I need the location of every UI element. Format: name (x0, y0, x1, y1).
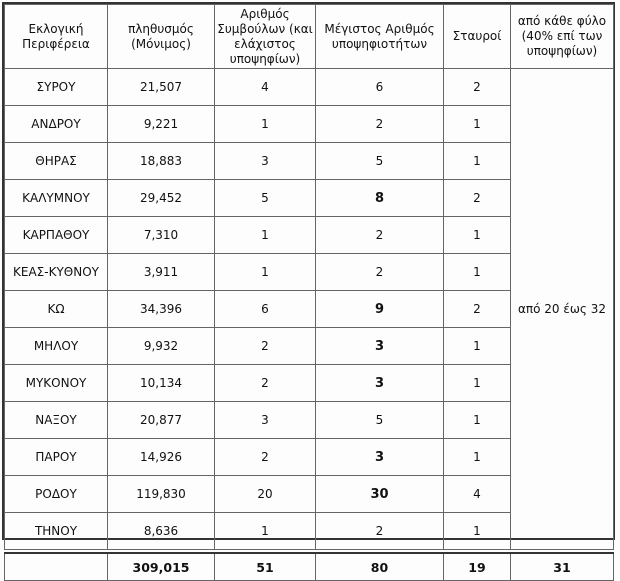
results-table-frame (2, 2, 615, 575)
header-population: πληθυσμός (Μόνιμος) (108, 5, 215, 69)
total-population: 309,015 (108, 553, 215, 581)
cell-crosses: 2 (444, 180, 511, 217)
total-gender-quota: 31 (511, 553, 614, 581)
cell-population: 18,883 (108, 143, 215, 180)
cell-population: 29,452 (108, 180, 215, 217)
cell-councillors: 6 (215, 291, 316, 328)
cell-crosses: 1 (444, 106, 511, 143)
cell-max-candidates: 5 (316, 402, 444, 439)
cell-region: ΚΑΛΥΜΝΟΥ (5, 180, 108, 217)
cell-crosses: 1 (444, 217, 511, 254)
cell-councillors: 3 (215, 402, 316, 439)
cell-crosses: 1 (444, 143, 511, 180)
cell-population: 21,507 (108, 69, 215, 106)
cell-region: ΠΑΡΟΥ (5, 439, 108, 476)
cell-region: ΜΗΛΟΥ (5, 328, 108, 365)
cell-crosses: 1 (444, 439, 511, 476)
cell-region: ΤΗΝΟΥ (5, 513, 108, 550)
cell-councillors: 2 (215, 328, 316, 365)
header-councillors: Αριθμός Συμβούλων (και ελάχιστος υποψηφίων) (215, 5, 316, 69)
cell-crosses: 2 (444, 69, 511, 106)
cell-max-candidates: 3 (316, 365, 444, 402)
cell-crosses: 1 (444, 328, 511, 365)
cell-region: ΑΝΔΡΟΥ (5, 106, 108, 143)
cell-councillors: 5 (215, 180, 316, 217)
cell-population: 8,636 (108, 513, 215, 550)
cell-region: ΚΩ (5, 291, 108, 328)
cell-crosses: 2 (444, 291, 511, 328)
cell-population: 119,830 (108, 476, 215, 513)
cell-crosses: 1 (444, 402, 511, 439)
cell-councillors: 1 (215, 217, 316, 254)
cell-councillors: 20 (215, 476, 316, 513)
total-region (5, 553, 108, 581)
cell-region: ΣΥΡΟΥ (5, 69, 108, 106)
cell-population: 14,926 (108, 439, 215, 476)
cell-max-candidates: 30 (316, 476, 444, 513)
cell-region: ΡΟΔΟΥ (5, 476, 108, 513)
cell-region: ΝΑΞΟΥ (5, 402, 108, 439)
cell-councillors: 2 (215, 439, 316, 476)
cell-max-candidates: 2 (316, 217, 444, 254)
candidates-table (4, 4, 614, 581)
table-row (5, 69, 614, 106)
cell-councillors: 3 (215, 143, 316, 180)
cell-max-candidates: 2 (316, 254, 444, 291)
cell-crosses: 1 (444, 254, 511, 291)
cell-max-candidates: 2 (316, 106, 444, 143)
cell-councillors: 2 (215, 365, 316, 402)
cell-region: ΘΗΡΑΣ (5, 143, 108, 180)
cell-councillors: 1 (215, 254, 316, 291)
total-max-candidates: 80 (316, 553, 444, 581)
cell-population: 9,932 (108, 328, 215, 365)
cell-max-candidates: 3 (316, 439, 444, 476)
cell-councillors: 4 (215, 69, 316, 106)
header-gender-quota: από κάθε φύλο (40% επί των υποψηφίων) (511, 5, 614, 69)
cell-max-candidates: 2 (316, 513, 444, 550)
cell-max-candidates: 6 (316, 69, 444, 106)
cell-region: ΚΑΡΠΑΘΟΥ (5, 217, 108, 254)
cell-population: 34,396 (108, 291, 215, 328)
header-max-candidates: Μέγιστος Αριθμός υποψηφιοτήτων (316, 5, 444, 69)
cell-gender-quota-merged: από 20 έως 32 (511, 69, 614, 550)
total-councillors: 51 (215, 553, 316, 581)
totals-row (5, 553, 614, 581)
cell-population: 20,877 (108, 402, 215, 439)
cell-max-candidates: 8 (316, 180, 444, 217)
cell-councillors: 1 (215, 513, 316, 550)
cell-max-candidates: 3 (316, 328, 444, 365)
cell-councillors: 1 (215, 106, 316, 143)
cell-population: 9,221 (108, 106, 215, 143)
header-row (5, 5, 614, 69)
cell-crosses: 1 (444, 365, 511, 402)
cell-population: 10,134 (108, 365, 215, 402)
cell-region: ΚΕΑΣ-ΚΥΘΝΟΥ (5, 254, 108, 291)
cell-max-candidates: 5 (316, 143, 444, 180)
cell-region: ΜΥΚΟΝΟΥ (5, 365, 108, 402)
cell-population: 3,911 (108, 254, 215, 291)
total-crosses: 19 (444, 553, 511, 581)
cell-max-candidates: 9 (316, 291, 444, 328)
header-crosses: Σταυροί (444, 5, 511, 69)
cell-crosses: 4 (444, 476, 511, 513)
header-region: Εκλογική Περιφέρεια (5, 5, 108, 69)
cell-crosses: 1 (444, 513, 511, 550)
cell-population: 7,310 (108, 217, 215, 254)
